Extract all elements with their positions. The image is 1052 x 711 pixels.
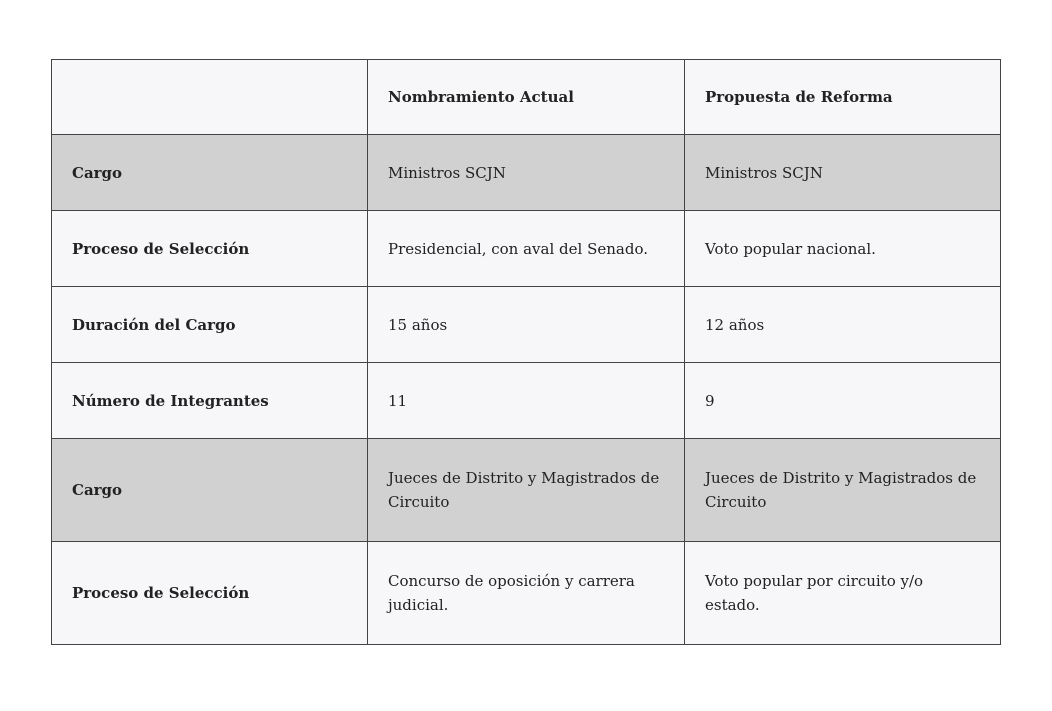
table-row [52, 135, 1001, 211]
cell-propuesta: Voto popular nacional. [685, 211, 1001, 287]
cell-actual: Presidencial, con aval del Senado. [368, 211, 685, 287]
table-row [52, 542, 1001, 645]
header-cell-nombramiento-actual: Nombramiento Actual [368, 60, 685, 135]
row-label: Proceso de Selección [52, 211, 368, 287]
header-cell-empty [52, 60, 368, 135]
row-label: Duración del Cargo [52, 287, 368, 363]
cell-actual: 15 años [368, 287, 685, 363]
table-row [52, 363, 1001, 439]
cell-actual: Concurso de oposición y carrera judicial. [368, 542, 685, 645]
row-label: Cargo [52, 135, 368, 211]
table-row [52, 287, 1001, 363]
cell-actual: Jueces de Distrito y Magistrados de Circuito [368, 439, 685, 542]
cell-propuesta: Jueces de Distrito y Magistrados de Circuito [685, 439, 1001, 542]
row-label: Proceso de Selección [52, 542, 368, 645]
cell-propuesta: 12 años [685, 287, 1001, 363]
cell-propuesta: Ministros SCJN [685, 135, 1001, 211]
comparison-table [51, 59, 1001, 645]
row-label: Número de Integrantes [52, 363, 368, 439]
cell-actual: Ministros SCJN [368, 135, 685, 211]
table-row [52, 211, 1001, 287]
header-cell-propuesta-de-reforma: Propuesta de Reforma [685, 60, 1001, 135]
row-label: Cargo [52, 439, 368, 542]
cell-propuesta: Voto popular por circuito y/o estado. [685, 542, 1001, 645]
cell-propuesta: 9 [685, 363, 1001, 439]
cell-actual: 11 [368, 363, 685, 439]
table-header-row [52, 60, 1001, 135]
table-row [52, 439, 1001, 542]
